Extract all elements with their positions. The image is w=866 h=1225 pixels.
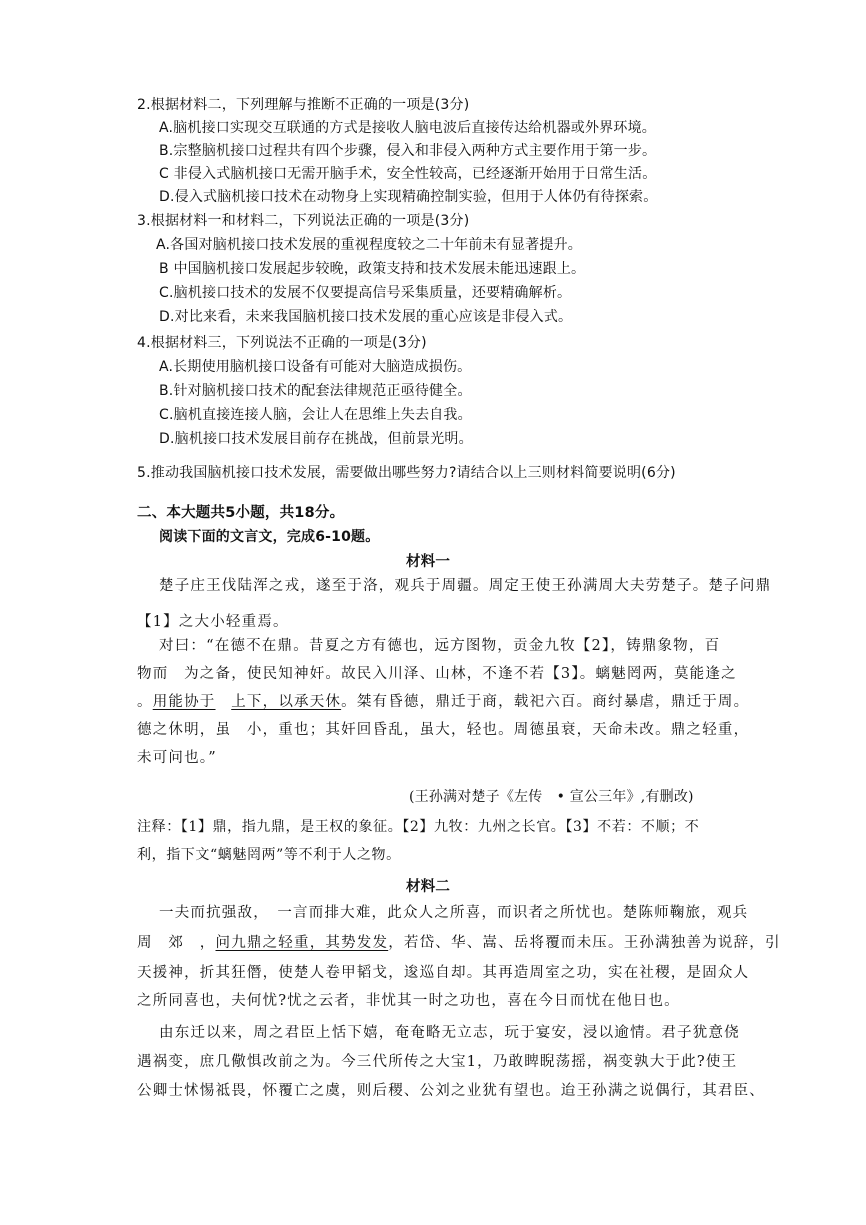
q2-option-b: B.宗整脑机接口过程共有四个步骤，侵入和非侵入两种方式主要作用于第一步。 [159,143,657,159]
line-suffix: 。桀有昏德，鼎迁于商，载祀六百。商纣暴虐，鼎迁于周。 [341,694,750,710]
material1-line: 德之休明，虽 小，重也；其奸回昏乱，虽大，轻也。周德虽衰，天命未改。鼎之轻重， [137,722,750,738]
q2-option-a: A.脑机接口实现交互联通的方式是接收人脑电波后直接传达给机器或外界环境。 [159,120,656,136]
material2-title: 材料二 [406,879,451,895]
material1-line: 对曰：“在德不在鼎。昔夏之方有德也，远方图物，贡金九牧【2】，铸鼎象物，百 [159,638,721,654]
material1-line-underlined [137,693,749,711]
material1-line: 【1】之大小轻重焉。 [137,614,289,630]
material2-line: 天援神，折其狂僭，使楚人卷甲韬戈，逡巡自却。其再造周室之功，实在社稷，是固众人 [137,965,750,981]
material1-note: 利，指下文“螭魅罔两”等不利于人之物。 [137,847,401,863]
q4-option-d: D.脑机接口技术发展目前存在挑战，但前景光明。 [159,431,473,447]
q5-stem: 5.推动我国脑机接口技术发展，需要做出哪些努力?请结合以上三则材料简要说明(6分) [137,465,676,481]
material2-line: 遇祸变，庶几儆惧改前之为。今三代所传之大宝1，乃敢睥睨荡摇，祸变孰大于此?使王 [137,1054,738,1070]
line-suffix: ，若岱、华、嵩、岳将覆而未压。王孙满独善为说辞，引 [388,935,781,951]
q2-option-c: C 非侵入式脑机接口无需开脑手术，安全性较高，已经逐渐开始用于日常生活。 [159,166,657,182]
q3-stem: 3.根据材料一和材料二，下列说法正确的一项是(3分) [137,213,470,229]
material2-line: 一夫而抗强敌， 一言而排大难，此众人之所喜，而识者之所忧也。楚陈师鞠旅，观兵 [159,905,749,921]
material1-source: (王孙满对楚子《左传 • 宣公三年》,有删改) [409,789,694,805]
section-heading: 二、本大题共5小题，共18分。 [137,505,345,521]
q3-option-c: C.脑机接口技术的发展不仅要提高信号采集质量，还要精确解析。 [159,285,572,301]
material1-line: 未可问也。” [137,750,217,766]
q3-option-a: A.各国对脑机接口技术发展的重视程度较之二十年前未有显著提升。 [156,237,582,253]
q3-option-d: D.对比来看，未来我国脑机接口技术发展的重心应该是非侵入式。 [159,309,573,325]
line-prefix: 。 [137,694,153,710]
material1-note: 注释：【1】鼎，指九鼎，是王权的象征。【2】九牧：九州之长官。【3】不若：不顺；不 [137,819,700,835]
q3-option-b: B 中国脑机接口发展起步较晚，政策支持和技术发展未能迅速跟上。 [159,261,586,277]
section-instruction: 阅读下面的文言文，完成6-10题。 [159,529,380,545]
material2-line: 之所同喜也，夫何忧?忧之云者，非忧其一时之功也，喜在今日而忧在他日也。 [137,993,680,1009]
q2-option-d: D.侵入式脑机接口技术在动物身上实现精确控制实验，但用于人体仍有待探索。 [159,189,658,205]
material1-line: 楚子庄王伐陆浑之戎，遂至于洛，观兵于周疆。周定王使王孙满周大夫劳楚子。楚子问鼎 [159,578,772,594]
material2-line-underlined [137,934,781,952]
q4-option-c: C.脑机直接连接人脑，会让人在思维上失去自我。 [159,407,472,423]
q2-stem: 2.根据材料二，下列理解与推断不正确的一项是(3分) [137,97,470,113]
material2-line: 由东迁以来，周之君臣上恬下嬉，奄奄略无立志，玩于宴安，浸以逾情。君子犹意侥 [159,1025,740,1041]
material2-line: 公卿士怵惕祗畏，怀覆亡之虞，则后稷、公刘之业犹有望也。迨王孙满之说偶行，其君臣、 [137,1083,765,1099]
line-prefix: 周 郊 ， [137,935,216,951]
gap [216,694,232,710]
underlined-phrase: 上下，以承天休 [231,694,342,710]
q4-stem: 4.根据材料三，下列说法不正确的一项是(3分) [137,335,427,351]
material1-title: 材料一 [406,554,451,570]
q4-option-b: B.针对脑机接口技术的配套法律规范正亟待健全。 [159,383,472,399]
material1-line: 物而 为之备，使民知神奸。故民入川泽、山林，不逢不若【3】。螭魅罔两，莫能逢之 [137,666,737,682]
q4-option-a: A.长期使用脑机接口设备有可能对大脑造成损伤。 [159,359,472,375]
underlined-phrase: 问九鼎之轻重，其势发发 [215,935,389,951]
underlined-phrase: 用能协于 [152,694,216,710]
